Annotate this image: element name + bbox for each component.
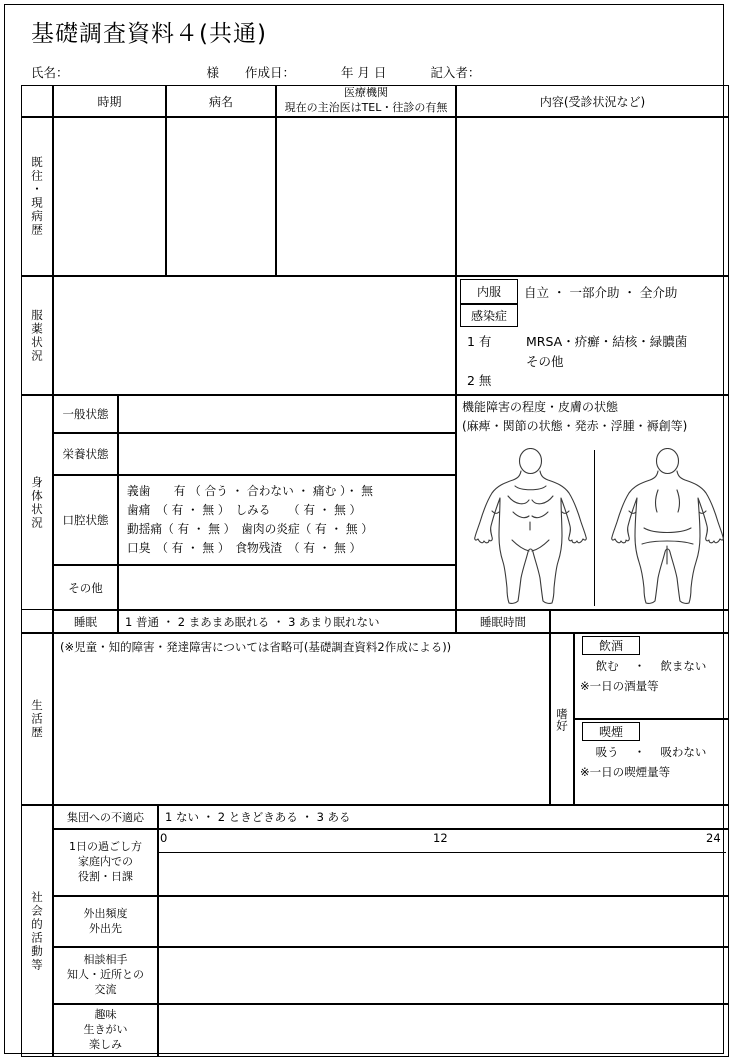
timeline-label-middle: 12 xyxy=(433,831,448,845)
page-title: 基礎調査資料４(共通) xyxy=(31,21,267,47)
history-header-corner xyxy=(21,85,53,117)
smoking-title: 喫煙 xyxy=(582,722,640,741)
oral-line-1: 歯痛 （ 有 ・ 無 ） しみる （ 有 ・ 無 ） xyxy=(127,503,362,518)
honorific-label: 様 xyxy=(206,65,219,80)
timeline-rule xyxy=(158,852,726,853)
body-diagram-figures[interactable] xyxy=(465,448,727,608)
social-label-3-line-1: 知人・近所との xyxy=(67,968,144,982)
nutrition-status-value[interactable] xyxy=(118,433,456,475)
smoking-amount-note[interactable]: ※一日の喫煙量等 xyxy=(580,765,671,779)
drinking-options[interactable]: 飲む ・ 飲まない xyxy=(595,659,707,673)
oral-line-3: 口臭 （ 有 ・ 無 ） 食物残渣 （ 有 ・ 無 ） xyxy=(127,540,362,555)
drinking-title: 飲酒 xyxy=(582,636,640,655)
smoking-options[interactable]: 吸う ・ 吸わない xyxy=(595,745,707,759)
history-header-institution-line1: 医療機関 xyxy=(344,86,388,100)
nutrition-status-label: 栄養状態 xyxy=(53,433,118,475)
infection-items[interactable]: MRSA・疥癬・結核・緑膿菌 xyxy=(526,334,688,349)
life-history-note: (※児童・知的障害・発達障害については省略可(基礎調査資料2作成による)) xyxy=(60,640,452,654)
social-label-4-line-1: 生きがい xyxy=(83,1023,128,1037)
date-units-label: 年 月 日 xyxy=(340,65,387,80)
history-header-period: 時期 xyxy=(53,85,166,117)
medication-row-label: 服薬状況 xyxy=(21,276,53,395)
social-row-label: 社会的活動等 xyxy=(21,805,53,1057)
social-value-2[interactable] xyxy=(158,896,729,947)
history-header-disease: 病名 xyxy=(166,85,276,117)
name-label: 氏名： xyxy=(31,65,69,80)
social-value-4[interactable] xyxy=(158,1004,729,1057)
physical-row-label: 身体状況 xyxy=(21,395,53,610)
writer-label: 記入者： xyxy=(430,65,481,80)
life-history-row-label: 生活歴 xyxy=(21,633,53,805)
daily-timeline[interactable] xyxy=(158,831,726,865)
social-label-1 xyxy=(53,829,158,896)
social-label-3-line-0: 相談相手 xyxy=(83,953,128,967)
sleep-options[interactable]: 1 普通 ・ 2 まあまあ眠れる ・ 3 あまり眠れない xyxy=(118,610,456,633)
social-label-4-line-0: 趣味 xyxy=(94,1008,117,1022)
body-diagram-divider xyxy=(594,450,595,606)
history-cell-period[interactable] xyxy=(53,117,166,276)
social-label-2-line-0: 外出頻度 xyxy=(83,906,128,920)
general-status-value[interactable] xyxy=(118,395,456,433)
oral-medication-options[interactable]: 自立 ・ 一部介助 ・ 全介助 xyxy=(524,284,678,300)
social-label-1-line-2: 役割・日課 xyxy=(78,869,133,883)
form-page xyxy=(4,4,724,1054)
body-figure-back[interactable] xyxy=(610,448,725,606)
oral-line-2: 動揺痛（ 有 ・ 無 ） 歯肉の炎症（ 有 ・ 無 ） xyxy=(127,522,373,536)
social-label-3-line-2: 交流 xyxy=(94,982,117,996)
social-value-0[interactable]: 1 ない ・ 2 ときどきある ・ 3 ある xyxy=(158,805,729,829)
history-row-label: 既往・現病歴 xyxy=(21,117,53,276)
physical-other-label: その他 xyxy=(53,565,118,610)
social-label-1-line-1: 家庭内での xyxy=(78,855,133,869)
timeline-label-start: 0 xyxy=(160,831,168,845)
general-status-label: 一般状態 xyxy=(53,395,118,433)
timeline-label-end: 24 xyxy=(706,831,721,845)
medication-cell-free[interactable] xyxy=(53,276,456,395)
life-history-note-cell[interactable] xyxy=(53,633,550,805)
oral-line-0: 義歯 有 （ 合う ・ 合わない ・ 痛む ）・ 無 xyxy=(127,484,373,499)
history-header-institution-line2: 現在の主治医はTEL・往診の有無 xyxy=(284,101,448,114)
history-header-institution xyxy=(276,85,456,117)
oral-status-value[interactable] xyxy=(118,475,456,565)
social-label-4 xyxy=(53,1004,158,1057)
date-label: 作成日： xyxy=(244,65,295,80)
infection-label: 感染症 xyxy=(460,304,518,327)
oral-medication-label: 内服 xyxy=(460,279,518,304)
history-cell-content[interactable] xyxy=(456,117,729,276)
physical-other-value[interactable] xyxy=(118,565,456,610)
social-label-2 xyxy=(53,896,158,947)
social-label-3 xyxy=(53,947,158,1004)
sleep-label: 睡眠 xyxy=(53,610,118,633)
sleep-duration-value[interactable] xyxy=(550,610,729,633)
social-label-0-line-0: 集団への不適応 xyxy=(67,811,144,824)
history-header-content: 内容(受診状況など) xyxy=(456,85,729,117)
sleep-row-spacer xyxy=(21,610,53,633)
sleep-duration-label: 睡眠時間 xyxy=(456,610,550,633)
social-label-2-line-1: 外出先 xyxy=(89,921,122,935)
social-label-4-line-2: 楽しみ xyxy=(89,1037,122,1051)
social-label-1-line-0: 1日の過ごし方 xyxy=(69,840,142,854)
diagram-title-line2: (麻痺・関節の状態・発赤・浮腫・褥創等) xyxy=(462,419,688,433)
infection-option-yes[interactable]: 1 有 xyxy=(467,334,492,349)
preference-label: 嗜好 xyxy=(550,633,574,805)
oral-status-label: 口腔状態 xyxy=(53,475,118,565)
social-label-0 xyxy=(53,805,158,829)
drinking-amount-note[interactable]: ※一日の酒量等 xyxy=(580,679,659,693)
social-value-3[interactable] xyxy=(158,947,729,1004)
infection-other[interactable]: その他 xyxy=(526,354,564,369)
diagram-title-line1: 機能障害の程度・皮膚の状態 xyxy=(462,400,619,414)
infection-option-no[interactable]: 2 無 xyxy=(467,373,492,388)
history-cell-disease[interactable] xyxy=(166,117,276,276)
meta-row xyxy=(31,63,480,81)
history-cell-institution[interactable] xyxy=(276,117,456,276)
body-figure-front[interactable] xyxy=(473,448,588,606)
